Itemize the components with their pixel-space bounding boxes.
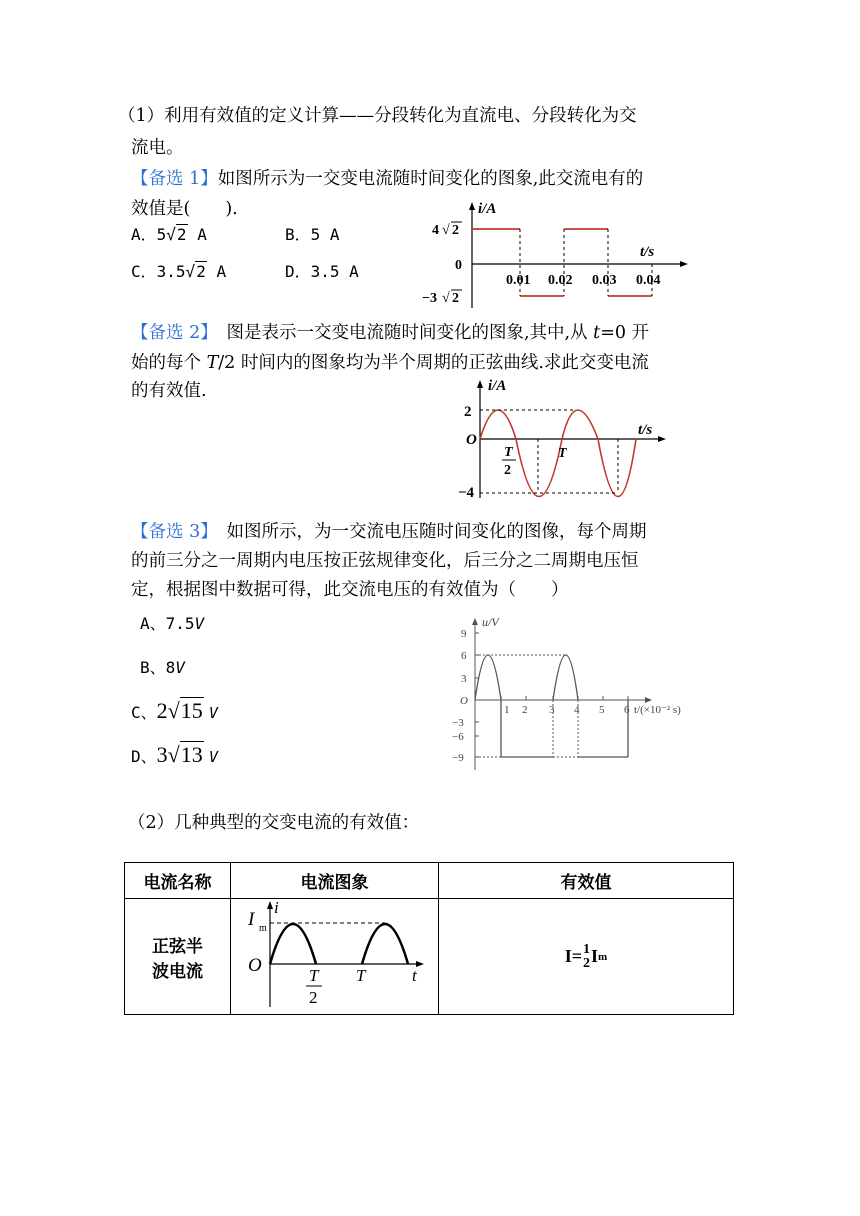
q1-graph-ytop-coef: 4 [432, 223, 439, 238]
table-header-row [125, 863, 734, 899]
q3-graph-ylabel: u/V [482, 615, 499, 629]
q1-option-c[interactable]: C．3.5√2 A [131, 262, 227, 281]
q3-graph-xtick-6: 6 [624, 704, 630, 716]
q3-graph-ytick-6: 6 [461, 650, 467, 662]
q3-voltage-graph [448, 612, 710, 772]
q1-graph-ytop-rad: 2 [452, 223, 459, 238]
q3-line1: 【备选 3】 如图所示，为一交流电压随时间变化的图像，每个周期 [131, 522, 647, 542]
q1-graph-xtick-1: 0.01 [506, 273, 531, 288]
q2-graph-ytop: 2 [464, 404, 472, 420]
half-wave-formula: I= 1 2 I m [564, 941, 608, 971]
table-cell-graph [231, 899, 439, 1015]
q1-square-wave-graph [420, 196, 690, 311]
half-wave-origin: O [248, 955, 262, 976]
q2-graph-xlabel: t/s [638, 422, 653, 438]
q3-graph-xtick-1: 1 [504, 704, 510, 716]
q3-option-a[interactable]: A、7.5V [140, 614, 205, 633]
q2-graph-ylabel: i/A [488, 378, 507, 394]
q3-graph-ytick-9: 9 [461, 628, 467, 640]
q1-text-line2: 效值是( ). [131, 199, 238, 219]
q3-option-b[interactable]: B、8V [140, 658, 185, 677]
q1-graph-yzero: 0 [455, 258, 462, 273]
q3-option-c[interactable]: C、2√15 V [131, 698, 218, 723]
table-cell-name: 正弦半 波电流 [125, 899, 231, 1015]
q1-graph-ybot-rad: 2 [452, 291, 459, 306]
q3-graph-ytick-m6: −6 [452, 731, 464, 743]
q2-graph-ybot: −4 [458, 485, 475, 501]
half-wave-full: T [356, 966, 366, 985]
half-wave-graph [232, 899, 437, 1009]
q3-option-d[interactable]: D、3√13 V [131, 742, 218, 767]
q3-graph-xlabel: t/(×10⁻² s) [634, 704, 681, 716]
half-wave-im: I [248, 909, 255, 930]
section1-heading-line2: 流电。 [131, 138, 184, 158]
half-wave-i-label: i [274, 899, 279, 917]
q1-tag: 【备选 1】 [131, 169, 218, 189]
q3-graph-ytick-m9: −9 [452, 752, 464, 764]
q3-graph-origin: O [460, 695, 468, 707]
q1-graph-xlabel: t/s [640, 244, 655, 260]
section2-heading: （2）几种典型的交变电流的有效值： [128, 813, 420, 833]
q3-text-line3: 定，根据图中数据可得，此交流电压的有效值为（ ） [131, 580, 569, 600]
q1-graph-ylabel: i/A [478, 201, 497, 217]
table-cell-value [439, 899, 734, 1015]
q3-graph-ytick-3: 3 [461, 673, 467, 685]
q1-line1 [131, 164, 643, 194]
q3-graph-xtick-5: 5 [599, 704, 605, 716]
q1-option-b[interactable]: B．5 A [285, 225, 340, 244]
q1-graph-xtick-4: 0.04 [636, 273, 661, 288]
q2-line3: 的有效值. [131, 381, 207, 401]
table-header-value: 有效值 [439, 863, 734, 899]
q2-graph-half-num: T [504, 445, 513, 460]
q2-line1: 【备选 2】 图是表示一交变电流随时间变化的图象,其中,从 t=0 开 [131, 323, 650, 343]
q2-tag: 【备选 2】 [131, 323, 209, 343]
table-row [125, 899, 734, 1015]
q2-line2: 始的每个 T/2 时间内的图象均为半个周期的正弦曲线.求此交变电流 [131, 353, 649, 373]
effective-value-table [124, 862, 734, 1015]
table-header-graph: 电流图象 [231, 863, 439, 899]
table-header-name: 电流名称 [125, 863, 231, 899]
q3-graph-xtick-4: 4 [574, 704, 580, 716]
q3-graph-xtick-3: 3 [549, 704, 555, 716]
section1-heading-line1: （1）利用有效值的定义计算——分段转化为直流电、分段转化为交 [118, 106, 637, 126]
q1-option-a[interactable]: A．5√2 A [131, 225, 207, 244]
half-wave-half-den: 2 [309, 988, 318, 1007]
q3-text-line2: 的前三分之一周期内电压按正弦规律变化，后三分之二周期电压恒 [131, 551, 639, 571]
q3-graph-xtick-2: 2 [522, 704, 528, 716]
half-wave-im-sub: m [259, 923, 267, 934]
q1-graph-ybot-coef: −3 [422, 291, 437, 306]
q1-graph-ybot-sqrt: √ [442, 291, 450, 306]
q1-graph-ytop-sqrt: √ [442, 223, 450, 238]
q2-graph-half-den: 2 [504, 463, 511, 478]
q2-graph-origin: O [466, 432, 477, 448]
q1-graph-xtick-3: 0.03 [592, 273, 617, 288]
q2-graph-full: T [558, 446, 567, 461]
q1-text-line1: 如图所示为一交变电流随时间变化的图象,此交流电有的 [217, 169, 644, 189]
q2-sine-graph [458, 376, 673, 501]
half-wave-t-label: t [412, 966, 417, 985]
q1-option-d[interactable]: D．3.5 A [285, 262, 359, 281]
q3-tag: 【备选 3】 [131, 522, 209, 542]
q3-graph-ytick-m3: −3 [452, 717, 464, 729]
q1-graph-xtick-2: 0.02 [548, 273, 573, 288]
half-wave-half-num: T [309, 966, 319, 985]
